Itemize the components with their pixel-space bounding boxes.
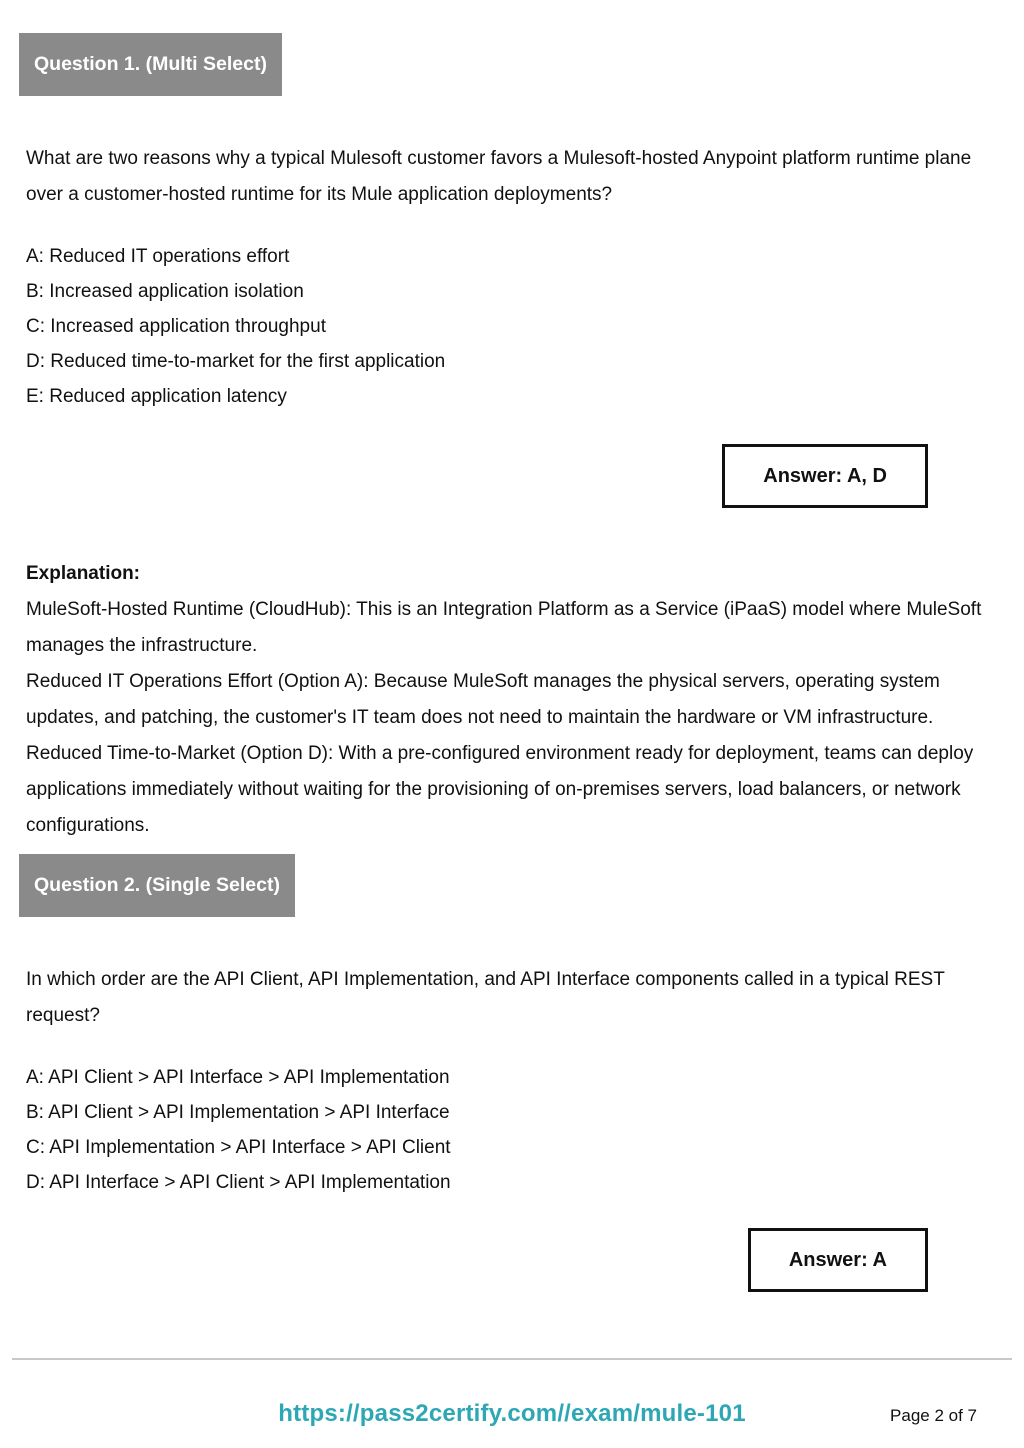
question-1-option-c: C: Increased application throughput: [26, 316, 326, 337]
question-1-option-b: B: Increased application isolation: [26, 281, 304, 302]
explanation-paragraph: Reduced IT Operations Effort (Option A): Because MuleSoft manages the physical servers, operating system updates, and patching, the customer's IT team does not need to maintain the hardware or VM infrastructure.: [26, 671, 940, 728]
explanation-paragraph: Reduced Time-to-Market (Option D): With a pre-configured environment ready for deployment, teams can deploy applications immediately without waiting for the provisioning of on-premises servers, load balancers, or network configurations.: [26, 743, 974, 836]
question-1-answer-box: [722, 444, 928, 508]
page-footer: [0, 1358, 1024, 1428]
question-2-answer-text: Answer: A: [788, 1249, 887, 1271]
question-2-option-c: C: API Implementation > API Interface > API Client: [26, 1137, 451, 1158]
question-2-options: [26, 1060, 996, 1200]
page-indicator: Page 2 of 7: [890, 1406, 977, 1425]
question-1-explanation: [26, 556, 996, 844]
question-2-option-d: D: API Interface > API Client > API Implementation: [26, 1172, 451, 1193]
footer-divider: [12, 1358, 1012, 1360]
question-2-option-b: B: API Client > API Implementation > API Interface: [26, 1102, 450, 1123]
exam-url-link[interactable]: https://pass2certify.com//exam/mule-101: [278, 1400, 746, 1427]
question-block-1: [26, 0, 996, 844]
explanation-paragraph: MuleSoft-Hosted Runtime (CloudHub): This is an Integration Platform as a Service (iPaaS) model where MuleSoft manages the infrastructure.: [26, 599, 982, 656]
question-1-answer-text: Answer: A, D: [763, 465, 887, 487]
question-1-option-e: E: Reduced application latency: [26, 386, 287, 407]
question-1-options: [26, 239, 996, 414]
question-1-option-d: D: Reduced time-to-market for the first application: [26, 351, 446, 372]
question-1-badge: Question 1. (Multi Select): [19, 33, 282, 96]
question-2-text: In which order are the API Client, API Implementation, and API Interface components called in a typical REST request?: [26, 969, 945, 1026]
question-1-text: What are two reasons why a typical Mulesoft customer favors a Mulesoft-hosted Anypoint platform runtime plane over a customer-hosted runtime for its Mule application deployments?: [26, 148, 972, 205]
question-2-option-a: A: API Client > API Interface > API Implementation: [26, 1067, 450, 1088]
question-1-option-a: A: Reduced IT operations effort: [26, 246, 290, 267]
question-2-badge: Question 2. (Single Select): [19, 854, 295, 917]
explanation-heading: Explanation:: [26, 563, 141, 584]
footer-row: [0, 1400, 1024, 1428]
question-2-answer-box: [748, 1228, 928, 1292]
question-block-2: [26, 844, 996, 1292]
